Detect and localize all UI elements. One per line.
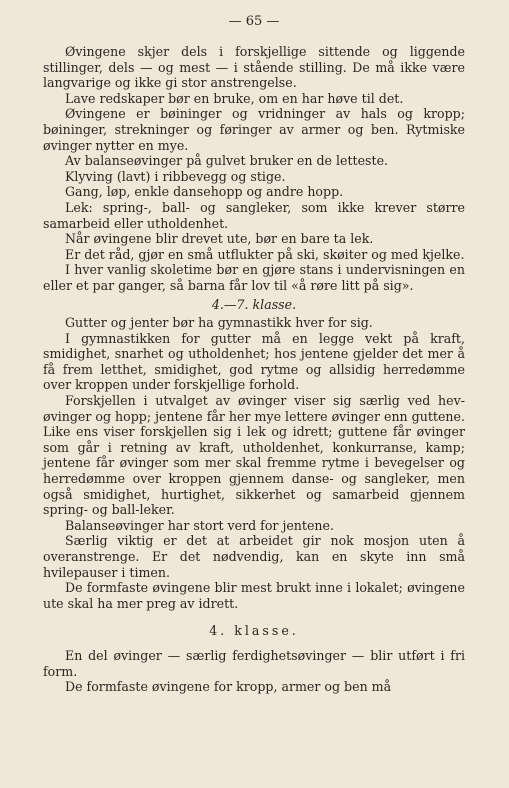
paragraph: Særlig viktig er det at arbeidet gir nok mosjon uten å overanstrenge. Er det nødvendig, kan en skyte inn små hvilepauser i timen. bbox=[43, 533, 465, 580]
paragraph: Øvingene skjer dels i forskjellige sittende og liggende stillinger, dels — og mest — i stående stilling. De må ikke være langvarige og ikke gi stor anstrengelse. bbox=[43, 44, 465, 91]
paragraph: Når øvingene blir drevet ute, bør en bare ta lek. bbox=[65, 231, 374, 247]
section-heading-4-7: 4.—7. klasse. bbox=[211, 296, 297, 312]
paragraph: Balanseøvinger har stort verd for jentene. bbox=[65, 517, 335, 533]
paragraph: Av balanseøvinger på gulvet bruker en de letteste. bbox=[65, 153, 389, 169]
paragraph: Lave redskaper bør en bruke, om en har høve til det. bbox=[65, 90, 404, 106]
paragraph: Øvingene er bøininger og vridninger av hals og kropp; bøininger, strekninger og føringer av armer og ben. Rytmiske øvinger nytter en mye. bbox=[43, 106, 465, 153]
paragraph: Gutter og jenter bør ha gymnastikk hver for sig. bbox=[65, 315, 373, 331]
paragraph: Lek: spring-, ball- og sangleker, som ikke krever større samarbeid eller utholdenhet. bbox=[43, 199, 465, 231]
page-number: — 65 — bbox=[228, 14, 280, 29]
paragraph: I hver vanlig skoletime bør en gjøre stans i undervisningen en eller et par ganger, så barna får lov til «å røre litt på sig». bbox=[43, 262, 465, 293]
paragraph: Klyving (lavt) i ribbevegg og stige. bbox=[65, 168, 286, 184]
paragraph: Er det råd, gjør en små utflukter på ski, skøiter og med kjelke. bbox=[65, 246, 465, 262]
section-4 bbox=[43, 648, 465, 695]
paragraph: I gymnastikken for gutter må en legge vekt på kraft, smidighet, snarhet og utholdenhet; hos jentene gjelder det mer å få frem letthet, smidighet, god rytme og allsidig herredømme over kroppen under forskjellige forhold. bbox=[43, 330, 465, 393]
paragraph: De formfaste øvingene for kropp, armer og ben må bbox=[65, 679, 392, 695]
paragraph: De formfaste øvingene blir mest brukt inne i lokalet; øvingene ute skal ha mer preg av idrett. bbox=[43, 580, 465, 611]
section-heading-4: 4. klasse. bbox=[209, 623, 299, 639]
section-intro bbox=[43, 44, 465, 294]
section-4-7 bbox=[43, 315, 465, 611]
paragraph: Gang, løp, enkle dansehopp og andre hopp. bbox=[65, 184, 344, 200]
paragraph: Forskjellen i utvalget av øvinger viser sig særlig ved hev-øvinger og hopp; jentene får her mye lettere øvinger enn guttene. Like ens viser forskjellen sig i lek og idrett; guttene får øvinger som går i retning av kraft, utholdenhet, konkurranse, kamp; jentene får øvinger som mer skal fremme rytme i bevegelser og herredømme over kroppen gjennem danse- og sangleker, men også smidighet, hurtighet, sikkerhet og samarbeid gjennem spring- og ball-leker. bbox=[43, 393, 465, 518]
paragraph: En del øvinger — særlig ferdighetsøvinger — blir utført i fri form. bbox=[43, 647, 465, 679]
